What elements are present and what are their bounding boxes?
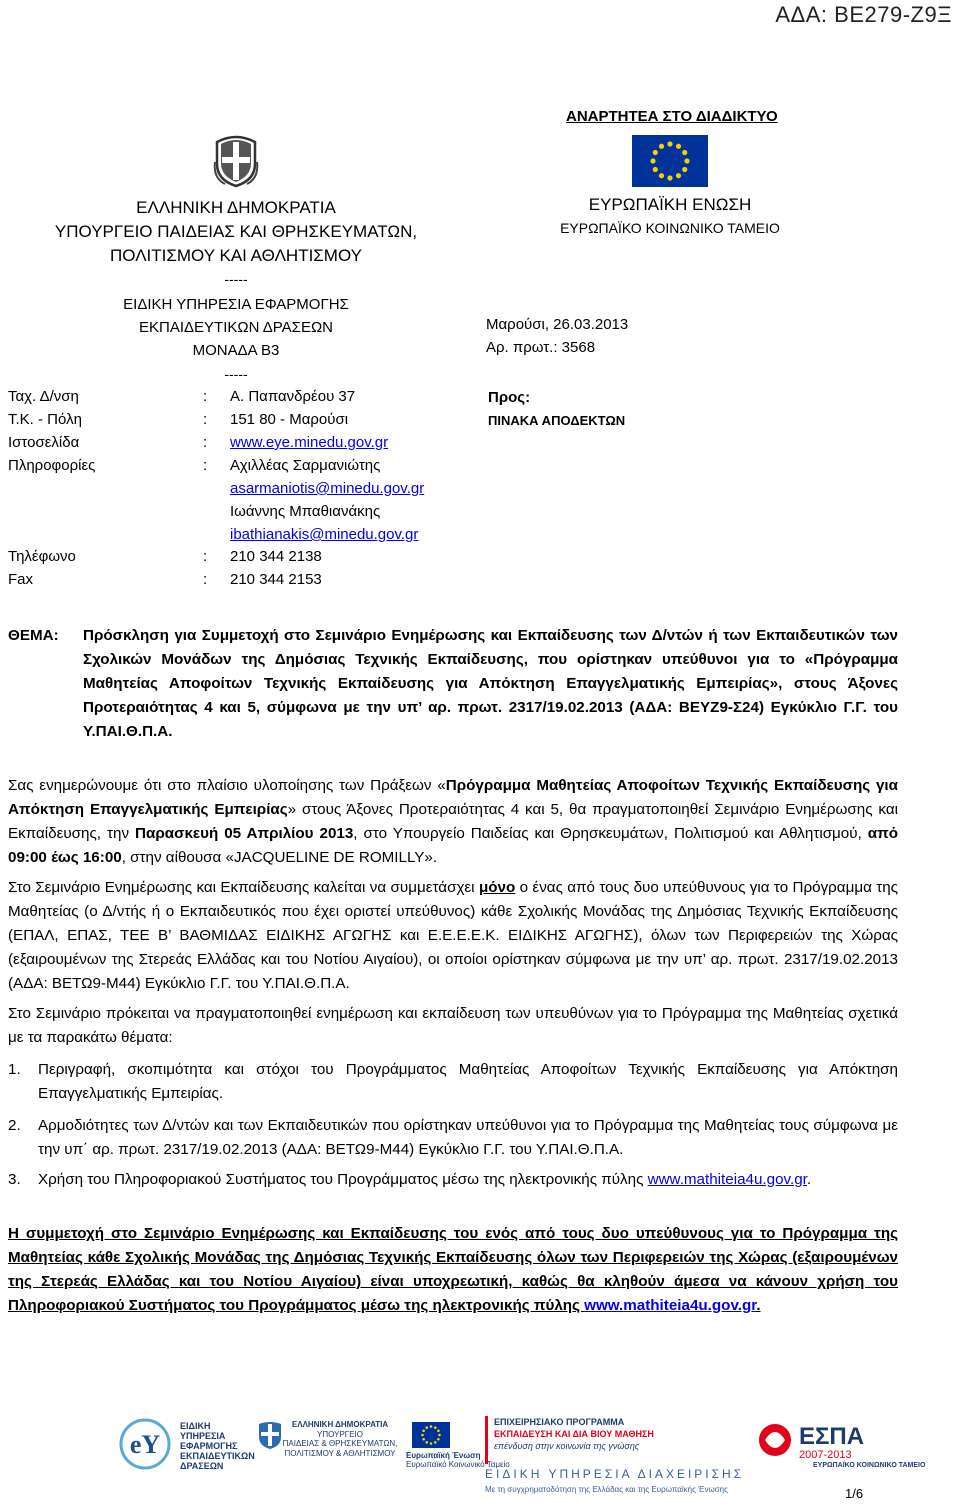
colon: : bbox=[203, 388, 208, 405]
p1-text: , στο Υπουργείο Παιδείας και Θρησκευμάτων, Πολιτισμού και Αθλητισμού, bbox=[353, 825, 868, 842]
postcode-value: 151 80 - Μαρούσι bbox=[230, 411, 349, 428]
ministry-footer-line: ΕΛΛΗΝΙΚΗ ΔΗΜΟΚΡΑΤΙΑ bbox=[291, 1420, 389, 1429]
paragraph-3: Στο Σεμινάριο πρόκειται να πραγματοποιηθεί ενημέρωση και εκπαίδευση των υπευθύνων για το Πρόγραμμα της Μαθητείας σχετικά με τα παρακάτω θέματα: bbox=[8, 1005, 898, 1046]
eu-star-icon bbox=[653, 150, 658, 155]
website-link[interactable]: www.eye.minedu.gov.gr bbox=[230, 434, 389, 451]
eu-flag-icon bbox=[632, 135, 708, 187]
ministry-footer-line: ΠΟΛΙΤΙΣΜΟΥ & ΑΘΛΗΤΙΣΜΟΥ bbox=[284, 1448, 396, 1458]
p1-date: Παρασκευή 05 Απριλίου 2013 bbox=[135, 825, 354, 842]
list-item-text bbox=[38, 1168, 898, 1192]
list-item-text: Αρμοδιότητες των Δ/ντών και των Εκπαιδευτικών που ορίστηκαν υπεύθυνοι για το Πρόγραμμα της Μαθητείας τους σύμφωνα με την υπ΄ αρ. πρωτ. 2317/19.02.2013 (ΑΔΑ: ΒΕΤΩ9-Μ44) Εγκύκλιο Γ.Γ. του Υ.ΠΑΙ.Θ.Π.Α. bbox=[38, 1117, 898, 1158]
ministry-line-2: ΠΟΛΙΤΙΣΜΟΥ ΚΑΙ ΑΘΛΗΤΙΣΜΟΥ bbox=[110, 246, 362, 265]
eu-title: ΕΥΡΩΠΑΪΚΗ ΕΝΩΣΗ bbox=[588, 195, 752, 214]
separator: ----- bbox=[224, 271, 248, 287]
eu-star-icon bbox=[684, 158, 689, 163]
eu-star-icon bbox=[682, 150, 687, 155]
eu-star-icon bbox=[437, 1429, 440, 1432]
eye-text-line: ΕΦΑΡΜΟΓΗΣ bbox=[180, 1441, 238, 1451]
espa-years: 2007-2013 bbox=[799, 1449, 852, 1461]
co-funding-text: Με τη συγχρηματοδότηση της Ελλάδας και της Ευρωπαϊκής Ένωσης bbox=[485, 1485, 728, 1494]
email-link-2[interactable]: ibathianakis@minedu.gov.gr bbox=[230, 526, 419, 543]
p2-emphasis: μόνο bbox=[478, 879, 516, 896]
program-footer-line: ΕΚΠΑΙΔΕΥΣΗ ΚΑΙ ΔΙΑ ΒΙΟΥ ΜΑΘΗΣΗ bbox=[494, 1429, 654, 1439]
eu-flag-small-icon bbox=[412, 1422, 450, 1448]
eu-star-icon bbox=[434, 1441, 437, 1444]
colon: : bbox=[203, 548, 208, 565]
eu-star-icon bbox=[667, 175, 672, 180]
ministry-footer-text bbox=[280, 1420, 400, 1458]
paragraph-1 bbox=[8, 774, 898, 870]
eu-star-icon bbox=[425, 1441, 428, 1444]
org-title: ΕΛΛΗΝΙΚΗ ΔΗΜΟΚΡΑΤΙΑ bbox=[136, 198, 336, 217]
eu-star-icon bbox=[430, 1425, 433, 1428]
protocol-number: Αρ. πρωτ.: 3568 bbox=[486, 339, 596, 356]
ministry-footer-line: ΠΑΙΔΕΙΑΣ & ΘΡΗΣΚΕΥΜΑΤΩΝ, bbox=[282, 1439, 398, 1448]
posting-notice: ΑΝΑΡΤΗΤΕΑ ΣΤΟ ΔΙΑΔΙΚΤΥΟ bbox=[566, 108, 778, 125]
eu-subtitle: ΕΥΡΩΠΑΪΚΟ ΚΟΙΝΩΝΙΚΟ ΤΑΜΕΙΟ bbox=[560, 220, 780, 236]
list-item bbox=[8, 1114, 898, 1162]
phone-value: 210 344 2138 bbox=[230, 548, 322, 565]
separator: ----- bbox=[224, 366, 248, 382]
eu-star-icon bbox=[434, 1426, 437, 1429]
subject-text: Πρόσκληση για Συμμετοχή στο Σεμινάριο Ενημέρωσης και Εκπαίδευσης των Δ/ντών ή των Εκπαιδευτικών των Σχολικών Μονάδων της Δημόσιας Τεχνικής Εκπαίδευσης, που ορίστηκαν υπεύθυνοι για το «Πρόγραμμα Μαθητείας Αποφοίτων Τεχνικής Εκπαίδευσης για Απόκτηση Επαγγελματικής Εμπειρίας», στους Άξονες Προτεραιότητας 4 και 5, σύμφωνα με την υπ’ αρ. πρωτ. 2317/19.02.2013 (ΑΔΑ: ΒΕΥΖ9-Σ24) Εγκύκλιο Γ.Γ. του Υ.ΠΑΙ.Θ.Π.Α. bbox=[83, 627, 898, 740]
eu-star-icon bbox=[659, 144, 664, 149]
eu-star-icon bbox=[676, 173, 681, 178]
espa-logo-icon bbox=[755, 1416, 905, 1466]
espa-subtitle: ΕΥΡΩΠΑΪΚΟ ΚΟΙΝΩΝΙΚΟ ΤΑΜΕΙΟ bbox=[813, 1462, 926, 1469]
mandatory-notice bbox=[8, 1222, 898, 1318]
eu-star-icon bbox=[667, 141, 672, 146]
ada-code: ΑΔΑ: ΒΕ279-Ζ9Ξ bbox=[775, 2, 952, 27]
eye-logo-text: eY bbox=[129, 1430, 161, 1459]
eu-star-icon bbox=[682, 167, 687, 172]
p2-text: Στο Σεμινάριο Ενημέρωσης και Εκπαίδευσης καλείται να συμμετάσχει bbox=[8, 879, 479, 896]
page-number: 1/6 bbox=[845, 1486, 864, 1501]
greek-emblem-icon bbox=[213, 132, 259, 188]
eu-star-icon bbox=[430, 1442, 433, 1445]
program-footer-line: επένδυση στην κοινωνία της γνώσης bbox=[494, 1441, 640, 1451]
document-date: Μαρούσι, 26.03.2013 bbox=[486, 316, 629, 333]
colon: : bbox=[203, 434, 208, 451]
list-number: 3. bbox=[8, 1171, 21, 1188]
p1-text: , στην αίθουσα «JACQUELINE DE ROMILLY». bbox=[121, 849, 438, 866]
colon: : bbox=[203, 411, 208, 428]
eye-text-line: ΔΡΑΣΕΩΝ bbox=[180, 1461, 224, 1471]
paragraph-2 bbox=[8, 876, 898, 996]
eu-star-icon bbox=[421, 1434, 424, 1437]
info-label: Πληροφορίες bbox=[8, 457, 96, 474]
p1-program-name: Πρόγραμμα Μαθητείας Αποφοίτων Τεχνικής Εκπαίδευσης για Απόκτηση Επαγγελματικής Εμπειρίας bbox=[8, 777, 898, 818]
eye-logo-icon bbox=[115, 1418, 175, 1470]
eu-footer-line: Ευρωπαϊκή Ένωση bbox=[406, 1451, 481, 1460]
list-item-text-main: Χρήση του Πληροφοριακού Συστήματος του Προγράμματος μέσω της ηλεκτρονικής πύλης bbox=[38, 1171, 648, 1188]
mandatory-notice-text: Η συμμετοχή στο Σεμινάριο Ενημέρωσης και Εκπαίδευσης του ενός από τους δυο υπεύθυνους για το Πρόγραμμα της Μαθητείας κάθε Σχολικής Μονάδας της Δημόσιας Τεχνικής Εκπαίδευσης όλων των Περιφερειών της Χώρας (εξαιρουμένων της Στερεάς Ελλάδας και του Νοτίου Αιγαίου) είναι υποχρεωτική, καθώς θα κληθούν άμεσα να κάνουν χρήση του Πληροφοριακού Συστήματος του Προγράμματος μέσω της ηλεκτρονικής πύλης bbox=[8, 1225, 898, 1314]
address-label: Ταχ. Δ/νση bbox=[8, 388, 79, 405]
portal-link[interactable]: www.mathiteia4u.gov.gr bbox=[647, 1171, 807, 1188]
list-number: 1. bbox=[8, 1061, 21, 1078]
ministry-line-1: ΥΠΟΥΡΓΕΙΟ ΠΑΙΔΕΙΑΣ ΚΑΙ ΘΡΗΣΚΕΥΜΑΤΩΝ, bbox=[54, 222, 418, 241]
p1-text: » στους Άξονες Προτεραιότητας 4 και 5, θα πραγματοποιηθεί Σεμινάριο Ενημέρωσης και Εκπαίδευσης, την bbox=[8, 801, 898, 842]
subject-label: ΘΕΜΑ: bbox=[8, 627, 59, 644]
ministry-footer-line: ΥΠΟΥΡΓΕΙΟ bbox=[317, 1429, 363, 1439]
eu-star-icon bbox=[659, 173, 664, 178]
p2-text: ο ένας από τους δυο υπεύθυνους για το Πρόγραμμα της Μαθητείας (ο Δ/ντής ή ο Εκπαιδευτικός που έχει οριστεί υπεύθυνος) κάθε Σχολικής Μονάδας της Δημόσιας Τεχνικής Εκπαίδευσης (ΕΠΑΛ, ΕΠΑΣ, ΤΕΕ Β’ ΒΑΘΜΙΔΑΣ ΕΙΔΙΚΗΣ ΑΓΩΓΗΣ και Ε.Ε.Ε.Ε.Κ. ΕΙΔΙΚΗΣ ΑΓΩΓΗΣ), όλων των Περιφερειών της Χώρας (εξαιρουμένων της Στερεάς Ελλάδας και του Νοτίου Αιγαίου), οι οποίοι ορίστηκαν σύμφωνα με την υπ’ αρ. πρωτ. 2317/19.02.2013 (ΑΔΑ: ΒΕΤΩ9-Μ44) Εγκύκλιο Γ.Γ. του Υ.ΠΑΙ.Θ.Π.Α. bbox=[8, 879, 898, 992]
eye-text-line: ΥΠΗΡΕΣΙΑ bbox=[180, 1431, 226, 1441]
eu-star-icon bbox=[438, 1434, 441, 1437]
list-item-tail: . bbox=[806, 1171, 812, 1188]
espa-logo-text: ΕΣΠΑ bbox=[799, 1423, 865, 1450]
list-item-text: Περιγραφή, σκοπιμότητα και στόχοι του Προγράμματος Μαθητείας Αποφοίτων Τεχνικής Εκπαίδευσης για Απόκτηση Επαγγελματικής Εμπειρίας. bbox=[38, 1061, 898, 1102]
eu-star-icon bbox=[422, 1438, 425, 1441]
postcode-label: Τ.Κ. - Πόλη bbox=[8, 411, 82, 428]
fax-value: 210 344 2153 bbox=[230, 571, 322, 588]
contact-person-1: Αχιλλέας Σαρμανιώτης bbox=[230, 457, 381, 474]
eye-text bbox=[180, 1421, 255, 1471]
service-line-1: ΕΙΔΙΚΗ ΥΠΗΡΕΣΙΑ ΕΦΑΡΜΟΓΗΣ bbox=[123, 296, 349, 313]
address-value: Α. Παπανδρέου 37 bbox=[230, 388, 356, 405]
eu-star-icon bbox=[437, 1438, 440, 1441]
list-number: 2. bbox=[8, 1117, 21, 1134]
eye-text-line: ΕΚΠΑΙΔΕΥΤΙΚΩΝ bbox=[180, 1451, 255, 1461]
mandatory-notice-tail: . bbox=[756, 1297, 761, 1314]
portal-link[interactable]: www.mathiteia4u.gov.gr bbox=[584, 1297, 757, 1314]
phone-label: Τηλέφωνο bbox=[8, 548, 76, 565]
list-item bbox=[8, 1058, 898, 1106]
p1-time: από 09:00 έως 16:00 bbox=[8, 825, 899, 866]
service-line-2: ΕΚΠΑΙΔΕΥΤΙΚΩΝ ΔΡΑΣΕΩΝ bbox=[138, 319, 333, 336]
to-label: Προς: bbox=[488, 389, 531, 406]
eye-text-line: ΕΙΔΙΚΗ bbox=[180, 1421, 211, 1431]
contact-block bbox=[8, 388, 478, 598]
contact-person-2: Ιωάννης Μπαθιανάκης bbox=[230, 503, 381, 520]
eu-footer-line: Ευρωπαϊκό Κοινωνικό Ταμείο bbox=[406, 1460, 510, 1469]
colon: : bbox=[203, 457, 208, 474]
program-footer-line: ΕΠΙΧΕΙΡΗΣΙΑΚΟ ΠΡΟΓΡΑΜΜΑ bbox=[494, 1417, 625, 1427]
p1-text: Σας ενημερώνουμε ότι στο πλαίσιο υλοποίησης των Πράξεων « bbox=[8, 777, 446, 794]
eu-star-icon bbox=[425, 1426, 428, 1429]
colon: : bbox=[203, 571, 208, 588]
list-item bbox=[8, 1168, 898, 1192]
eu-star-icon bbox=[653, 167, 658, 172]
program-footer-text bbox=[485, 1416, 699, 1464]
eu-star-icon bbox=[676, 144, 681, 149]
recipients: ΠΙΝΑΚΑ ΑΠΟΔΕΚΤΩΝ bbox=[488, 413, 626, 428]
fax-label: Fax bbox=[8, 571, 34, 588]
email-link-1[interactable]: asarmaniotis@minedu.gov.gr bbox=[230, 480, 425, 497]
authority-text: ΕΙΔΙΚΗ ΥΠΗΡΕΣΙΑ ΔΙΑΧΕΙΡΙΣΗΣ bbox=[485, 1467, 745, 1481]
website-label: Ιστοσελίδα bbox=[8, 434, 80, 451]
eu-star-icon bbox=[422, 1429, 425, 1432]
unit-line: ΜΟΝΑΔΑ Β3 bbox=[192, 342, 280, 359]
eu-star-icon bbox=[650, 158, 655, 163]
